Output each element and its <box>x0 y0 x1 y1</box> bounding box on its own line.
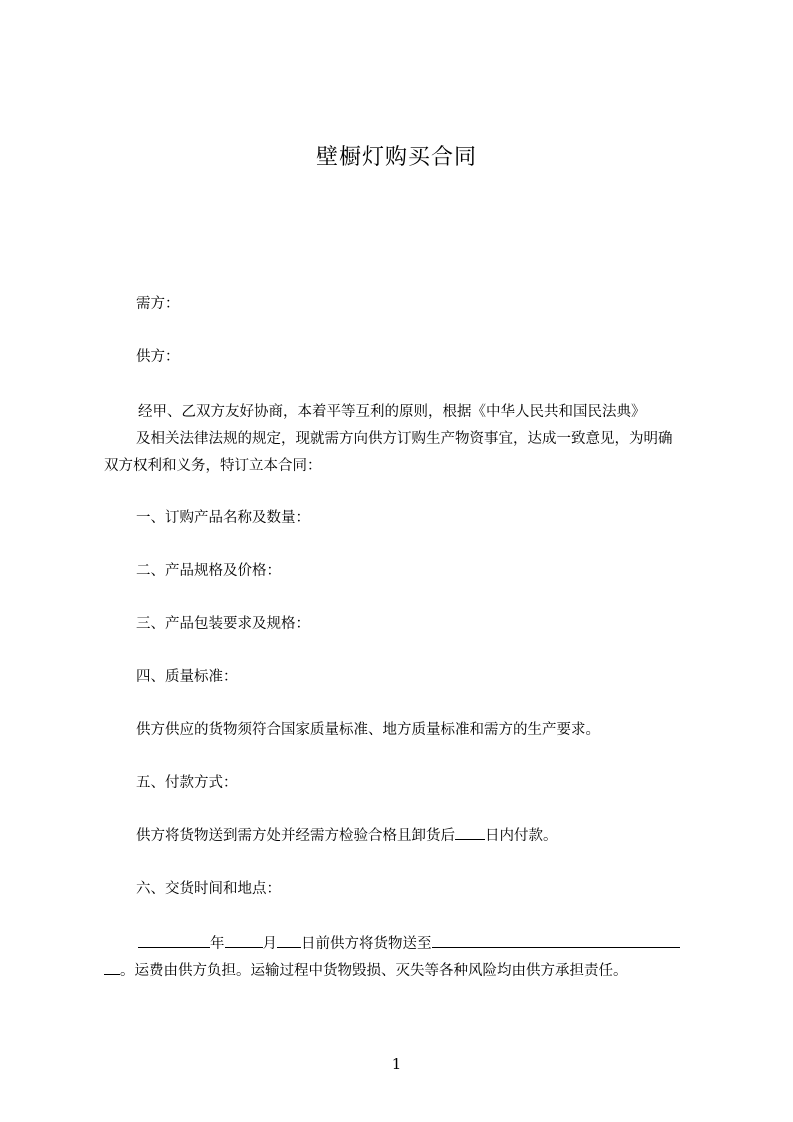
section-2-heading: 二、产品规格及价格： <box>136 563 281 579</box>
section-6-tail: 。运费由供方负担。运输过程中货物毁损、灭失等各种风险均由供方承担责任。 <box>120 963 628 979</box>
section-6-body-line-2 <box>104 959 704 980</box>
section-4-body: 供方供应的货物须符合国家质量标准、地方质量标准和需方的生产要求。 <box>136 722 600 738</box>
month-label: 月 <box>262 936 277 952</box>
day-blank <box>277 933 301 948</box>
section-5-body <box>136 824 736 845</box>
intro-line-1: 经甲、乙双方友好协商，本着平等互利的原则，根据《中华人民共和国民法典》 <box>138 404 646 420</box>
intro-line-3: 双方权利和义务，特订立本合同： <box>104 458 322 474</box>
year-label: 年 <box>210 936 225 952</box>
buyer-label: 需方： <box>136 296 180 312</box>
section-4-heading: 四、质量标准： <box>136 669 238 685</box>
days-blank <box>455 825 485 840</box>
delivery-location-blank-cont <box>104 960 120 975</box>
page-number: 1 <box>391 1055 402 1073</box>
delivery-location-blank <box>432 933 680 948</box>
section-1-heading: 一、订购产品名称及数量： <box>136 510 310 526</box>
document-title: 壁橱灯购买合同 <box>315 145 477 170</box>
intro-line-2: 及相关法律法规的规定，现就需方向供方订购生产物资事宜，达成一致意见，为明确 <box>136 431 673 447</box>
seller-label: 供方： <box>136 349 180 365</box>
month-blank <box>225 933 263 948</box>
section-6-heading: 六、交货时间和地点： <box>136 881 281 897</box>
section-5-body-part-b: 日内付款。 <box>485 828 558 844</box>
delivery-text: 日前供方将货物送至 <box>301 936 432 952</box>
year-blank <box>138 933 210 948</box>
section-5-body-part-a: 供方将货物送到需方处并经需方检验合格且卸货后 <box>136 828 455 844</box>
section-3-heading: 三、产品包装要求及规格： <box>136 616 310 632</box>
section-6-body-line-1 <box>138 932 738 953</box>
section-5-heading: 五、付款方式： <box>136 775 238 791</box>
